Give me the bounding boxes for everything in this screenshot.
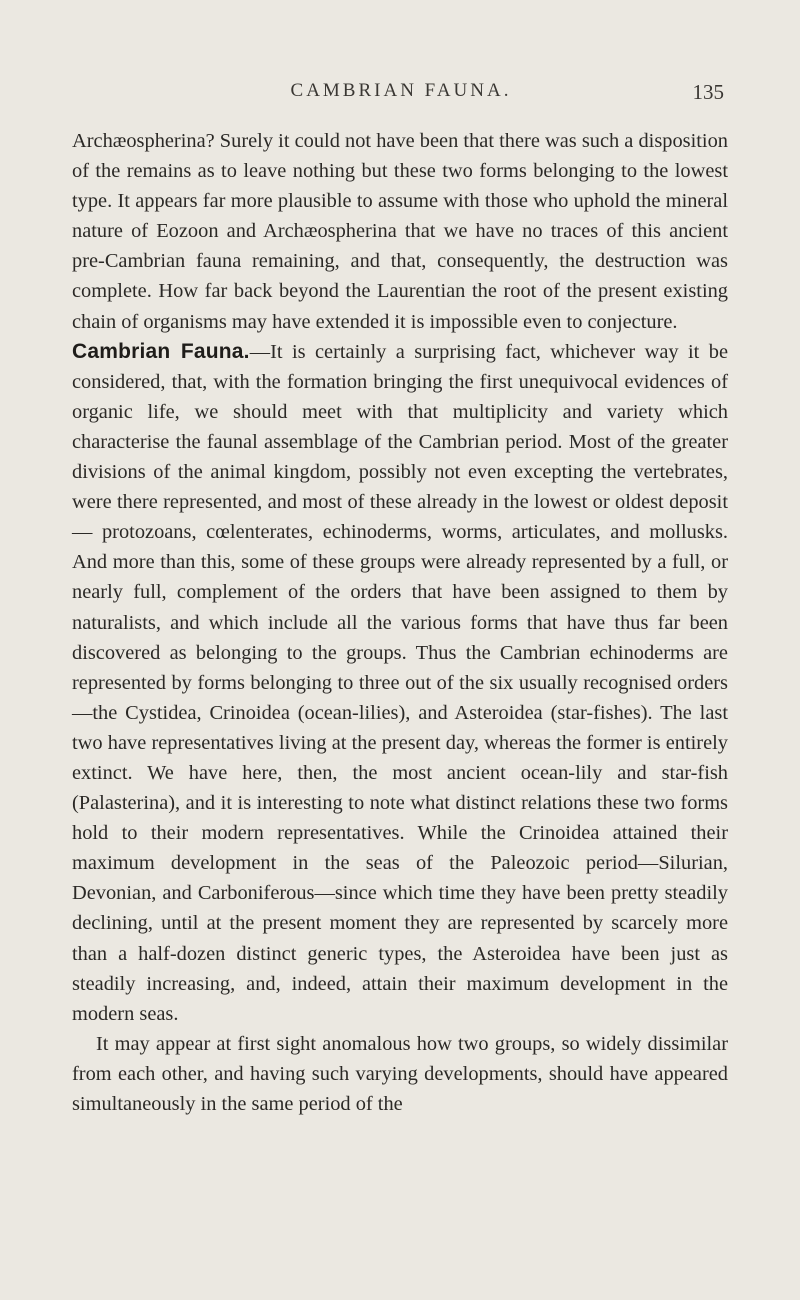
section-heading: Cambrian Fauna. [72, 339, 250, 363]
paragraph-cambrian-fauna-text: —It is certainly a surprising fact, whichever way it be considered, that, with the formation bringing the first unequivocal evidences of organic life, we should meet with that multiplicity and variety which characterise the faunal assemblage of the Cambrian period. Most of the greater divisions of the animal kingdom, possibly not even excepting the vertebrates, were there represented, and most of these already in the lowest or oldest deposit — protozoans, cœlenterates, echinoderms, worms, articulates, and mollusks. And more than this, some of these groups were already represented by a full, or nearly full, complement of the orders that have been assigned to them by naturalists, and which include all the various forms that have thus far been discovered as belonging to the groups. Thus the Cambrian echinoderms are represented by forms belonging to three out of the six usually recognised orders—the Cystidea, Crinoidea (ocean-lilies), and Asteroidea (star-fishes). The last two have representatives living at the present day, whereas the former is entirely extinct. We have here, then, the most ancient ocean-lily and star-fish (Palasterina), and it is interesting to note what distinct relations these two forms hold to their modern representatives. While the Crinoidea attained their maximum development in the seas of the Paleozoic period—Silurian, Devonian, and Carboniferous—since which time they have been pretty steadily declining, until at the present moment they are represented by scarcely more than a half-dozen distinct generic types, the Asteroidea have been just as steadily increasing, and, indeed, attain their maximum development in the modern seas. [72, 340, 728, 1025]
page-number: 135 [692, 80, 724, 104]
paragraph-cambrian-fauna [72, 337, 728, 1029]
paragraph-anomalous-groups: It may appear at first sight anomalous how two groups, so widely dissimilar from each other, and having such varying developments, should have appeared simultaneously in the same period of the [72, 1032, 728, 1115]
running-title: CAMBRIAN FAUNA. [290, 80, 512, 101]
text-body [72, 126, 728, 1119]
running-head [72, 80, 730, 110]
paragraph-intro: Archæospherina? Surely it could not have been that there was such a disposition of the remains as to leave nothing but these two forms belonging to the lowest type. It appears far more plausible to assume with those who uphold the mineral nature of Eozoon and Archæospherina that we have no traces of this ancient pre-Cambrian fauna remaining, and that, consequently, the destruction was complete. How far back beyond the Laurentian the root of the present existing chain of organisms may have extended it is impossible even to conjecture. [72, 130, 728, 333]
